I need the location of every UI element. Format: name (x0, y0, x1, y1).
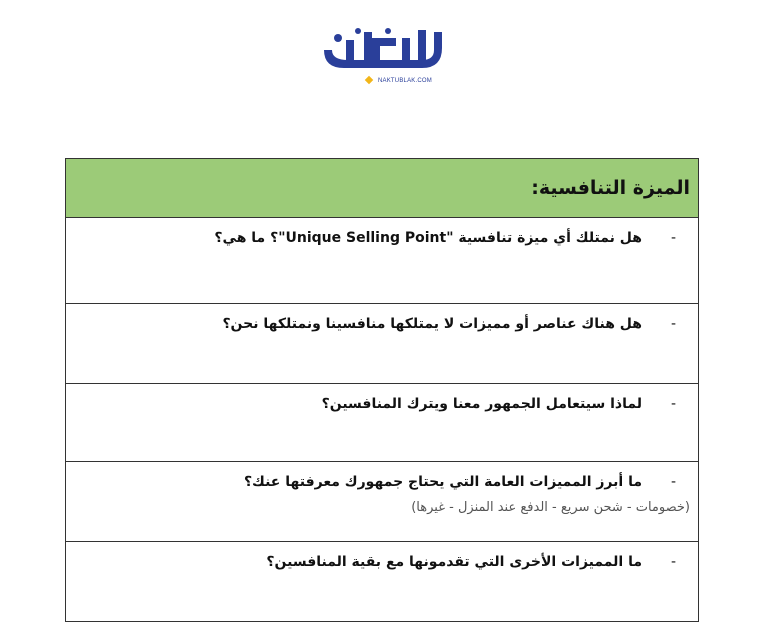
question-row-4 (66, 462, 698, 542)
question-text: هل هناك عناصر أو مميزات لا يمتلكها منافسينا ونمتلكها نحن؟ (222, 316, 642, 332)
question-note: (خصومات - شحن سريع - الدفع عند المنزل - غيرها) (411, 500, 690, 515)
logo-diamond-icon (365, 76, 373, 84)
bullet-dash: - (670, 316, 676, 332)
naktublak-logo-icon (318, 28, 448, 76)
question-row-3 (66, 384, 698, 462)
logo-url: NAKTUBLAK.COM (378, 78, 432, 84)
question-text: هل نمتلك أي ميزة تنافسية "Unique Selling Point"؟ ما هي؟ (214, 230, 642, 246)
competitive-advantage-table (65, 158, 699, 622)
question-text: ما أبرز المميزات العامة التي يحتاج جمهورك معرفتها عنك؟ (243, 474, 642, 490)
table-header (66, 159, 698, 218)
question-row-5 (66, 542, 698, 621)
bullet-dash: - (670, 474, 676, 490)
question-text: لماذا سيتعامل الجمهور معنا ويترك المنافسين؟ (321, 396, 642, 412)
bullet-dash: - (670, 396, 676, 412)
table-title: الميزة التنافسية: (531, 177, 690, 199)
question-row-2 (66, 304, 698, 384)
brand-logo (318, 28, 448, 90)
question-row-1 (66, 218, 698, 304)
bullet-dash: - (670, 230, 676, 246)
question-text: ما المميزات الأخرى التي تقدمونها مع بقية المنافسين؟ (266, 554, 642, 570)
bullet-dash: - (670, 554, 676, 570)
